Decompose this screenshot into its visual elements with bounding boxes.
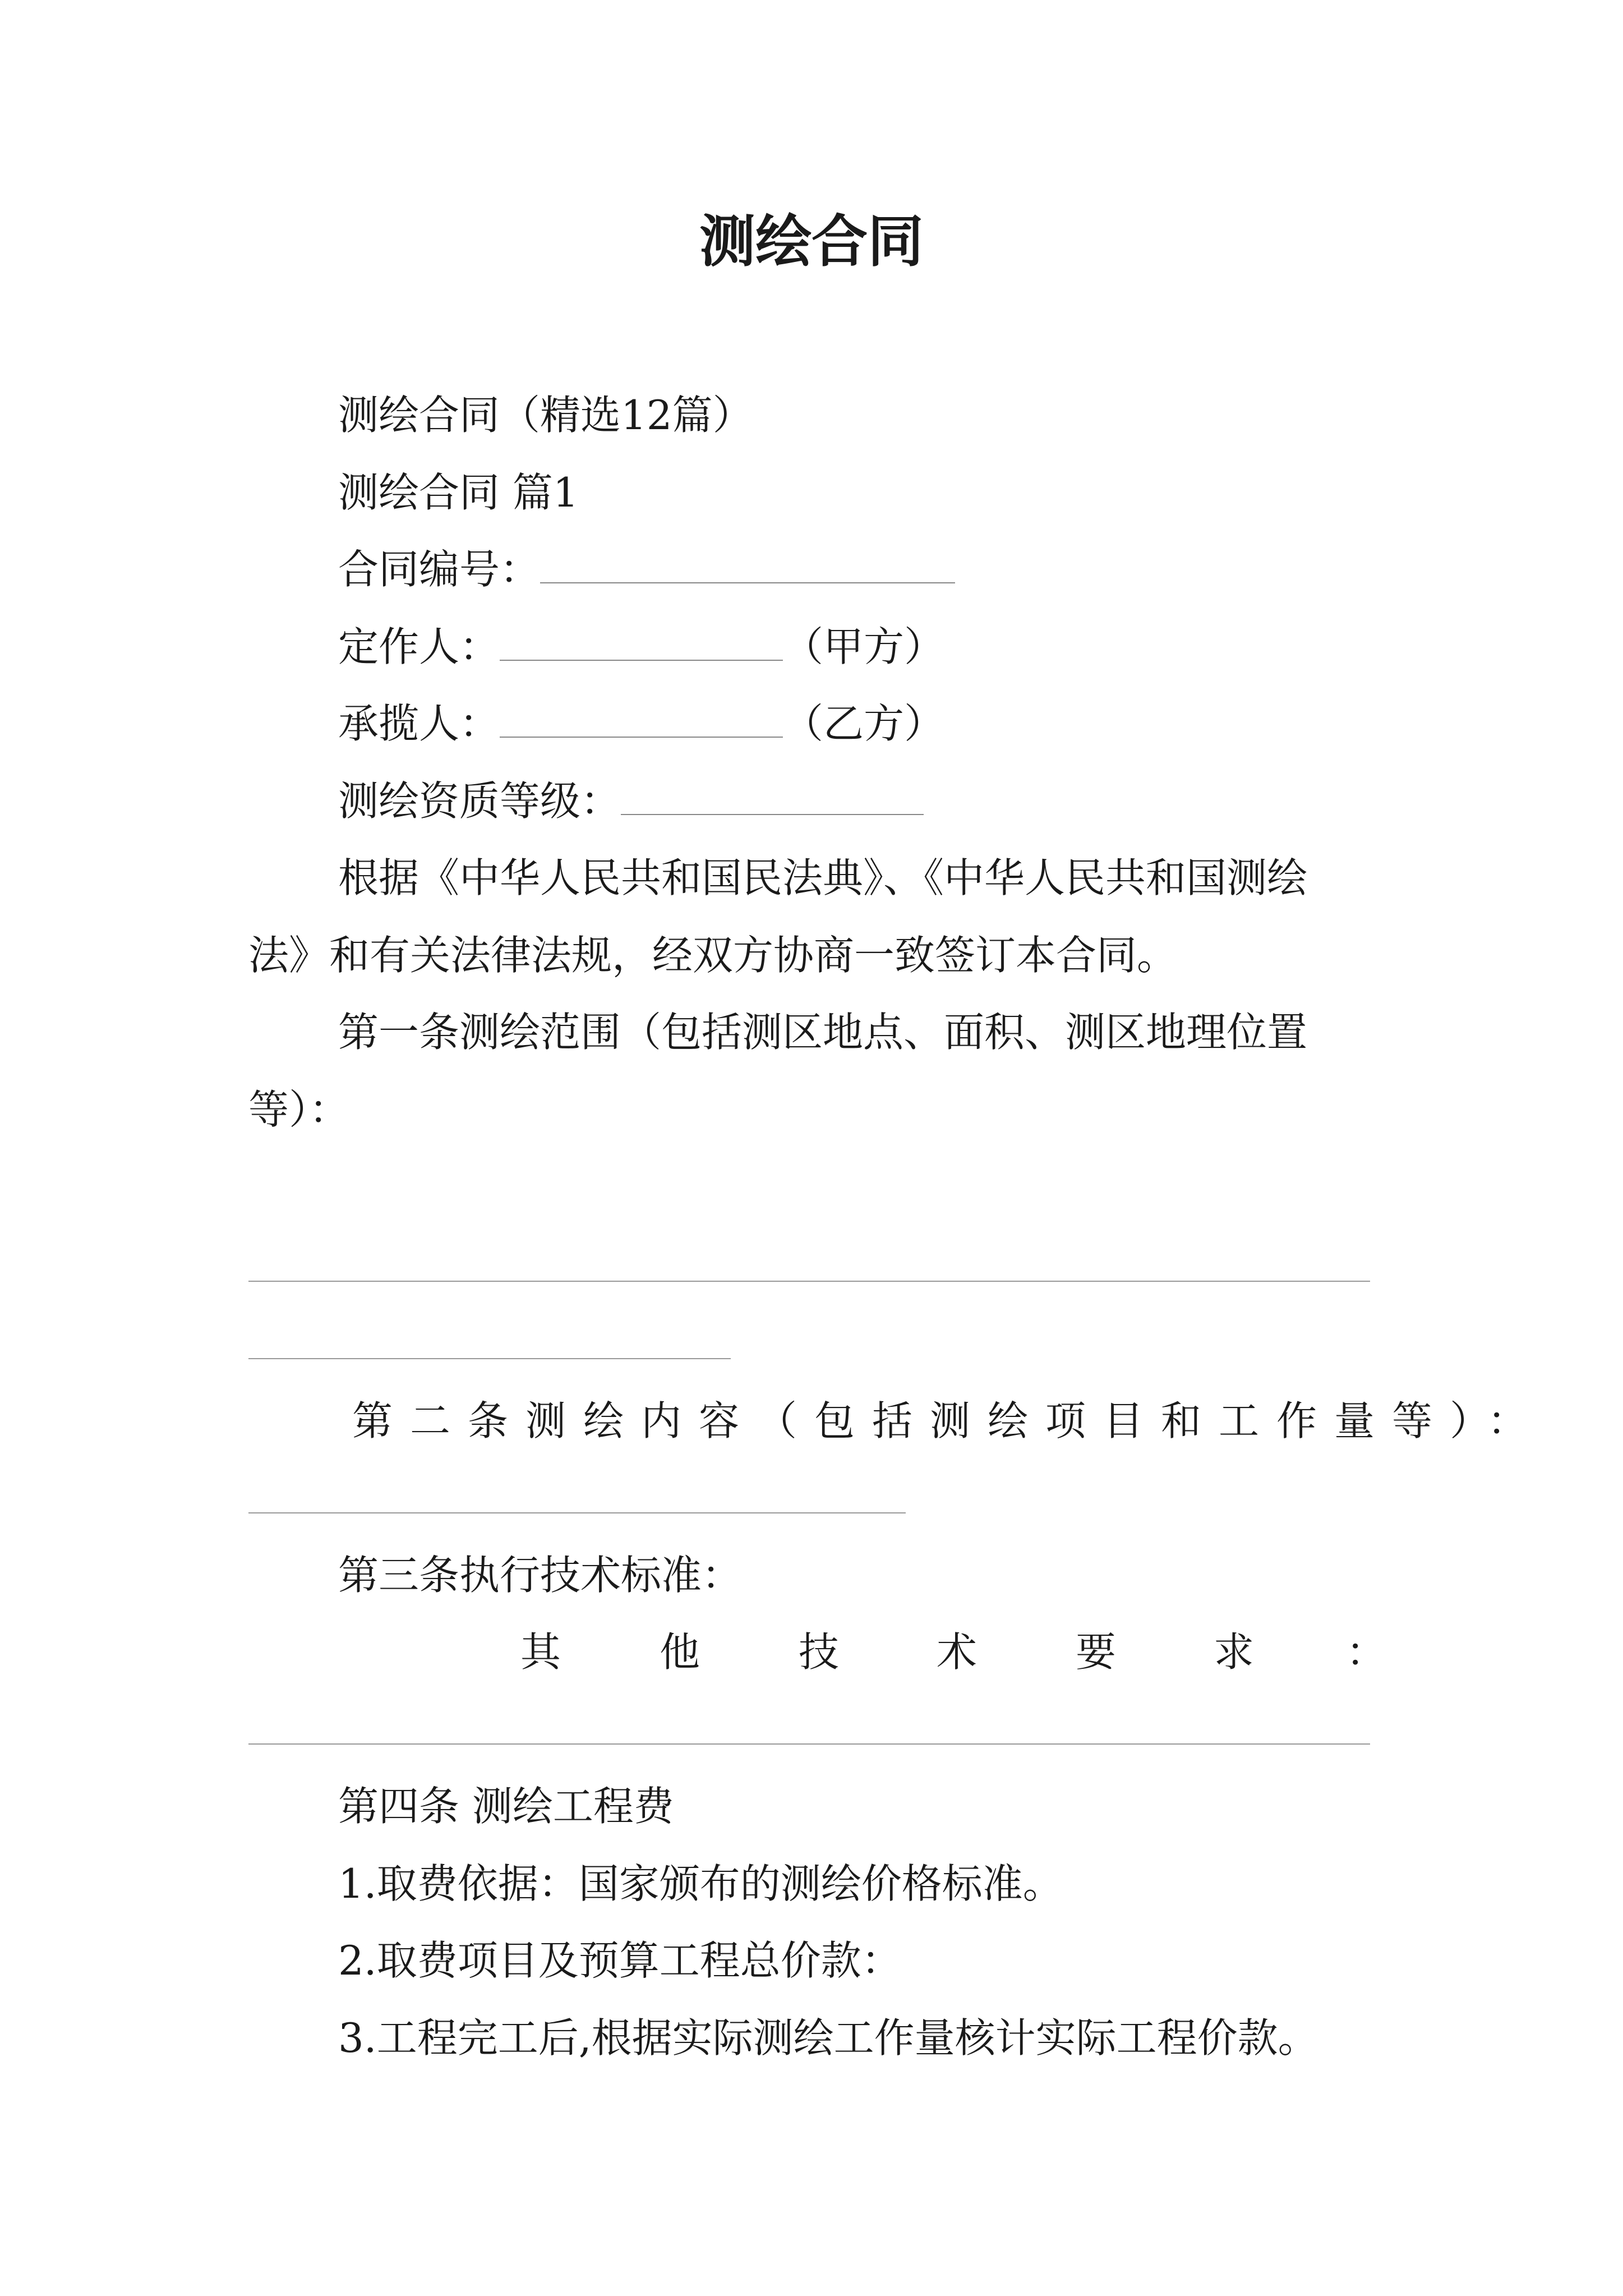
contractor-label: 承揽人：: [338, 700, 500, 747]
collection-heading: 测绘合同（精选12篇）: [338, 392, 753, 439]
fee-item-2: 2.取费项目及预算工程总价款：: [338, 1937, 902, 1984]
fee-item-1: 1.取费依据：国家颁布的测绘价格标准。: [338, 1860, 1063, 1907]
other-requirements-char-2: 他: [660, 1628, 700, 1676]
basis-paragraph-line2: 法》和有关法律法规，经双方协商一致签订本合同。: [248, 932, 1178, 979]
contract-number-blank[interactable]: [540, 543, 955, 583]
article1-line1: 第一条测绘范围（包括测区地点、面积、测区地理位置: [338, 1009, 1308, 1056]
party-b-label: （乙方）: [783, 700, 945, 747]
qualification-blank[interactable]: [621, 775, 924, 815]
article4-heading: 第四条 测绘工程费: [338, 1783, 674, 1830]
qualification-label: 测绘资质等级：: [338, 777, 621, 825]
contract-number-line: [338, 541, 955, 597]
other-requirements-char-6: 求: [1214, 1628, 1255, 1676]
ordering-party-line: [338, 619, 944, 675]
contract-number-label: 合同编号：: [338, 546, 541, 593]
other-requirements-blank-line[interactable]: [248, 1743, 1370, 1745]
other-requirements-char-3: 技: [799, 1628, 840, 1676]
fee-item-3: 3.工程完工后,根据实际测绘工作量核计实际工程价款。: [338, 2014, 1318, 2062]
other-requirements-char-1: 其: [520, 1628, 561, 1676]
basis-paragraph-line1: 根据《中华人民共和国民法典》、《中华人民共和国测绘: [338, 854, 1308, 901]
qualification-line: [338, 773, 924, 829]
document-title: 测绘合同: [699, 208, 924, 274]
article2-blank-line[interactable]: [248, 1512, 906, 1513]
article3-heading: 第三条执行技术标准：: [338, 1552, 743, 1599]
other-requirements-char-7: ：: [1346, 1628, 1387, 1676]
other-requirements-char-4: 术: [937, 1628, 978, 1676]
contractor-blank[interactable]: [500, 697, 783, 738]
article1-blank-line2[interactable]: [248, 1358, 731, 1359]
article2-heading: 第二条测绘内容（包括测绘项目和工作量等）：: [352, 1397, 1546, 1444]
article1-line2: 等）：: [248, 1086, 350, 1133]
ordering-party-blank[interactable]: [500, 620, 783, 661]
party-a-label: （甲方）: [783, 623, 945, 670]
contractor-line: [338, 696, 944, 752]
ordering-party-label: 定作人：: [338, 623, 500, 670]
article1-blank-line1[interactable]: [248, 1281, 1370, 1282]
part-heading: 测绘合同 篇1: [338, 469, 579, 516]
other-requirements-char-5: 要: [1076, 1628, 1117, 1676]
